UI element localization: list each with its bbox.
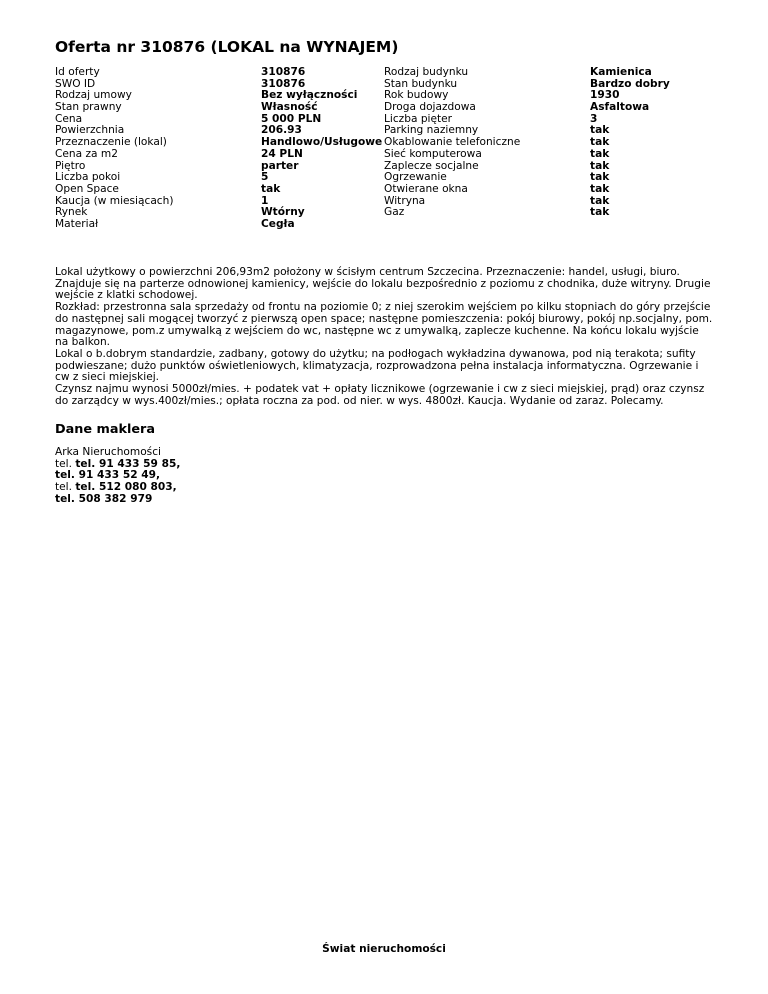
details-left-values	[261, 67, 382, 231]
details-right-values	[590, 67, 670, 219]
detail-label: Cena	[55, 112, 83, 125]
detail-label: Materiał	[55, 217, 99, 230]
agent-phone: tel. 91 433 59 85,	[75, 457, 181, 470]
page-title: Oferta nr 310876 (LOKAL na WYNAJEM)	[55, 38, 399, 56]
detail-label: Parking naziemny	[384, 124, 479, 137]
agent-company: Arka Nieruchomości	[55, 446, 161, 458]
detail-value: tak	[590, 182, 610, 195]
detail-value: tak	[590, 206, 610, 219]
detail-label: Okablowanie telefoniczne	[384, 136, 521, 149]
offer-description	[55, 267, 715, 407]
details-left-labels	[55, 67, 173, 231]
detail-value: Kamienica	[590, 66, 652, 78]
agent-phone: tel. 512 080 803,	[75, 481, 177, 494]
detail-value: 310876	[261, 77, 306, 90]
description-paragraph: Rozkład: przestronna sala sprzedaży od frontu na poziomie 0; z niej szerokim wejściem po kilku stopniach do góry przejście do następnej sali mogącej tworzyć z pierwszą open space; następne pomieszczenia: pokój biurowy, pokój np.socjalny, pom. magazynowe, pom.z umywalką z wejściem do wc, następne wc z umywalką, zaplecze kuchenne. Na końcu lokalu wyjście na balkon.	[55, 301, 713, 349]
detail-label: Open Space	[55, 182, 119, 195]
detail-value: 1	[261, 194, 269, 207]
detail-label: Stan prawny	[55, 101, 122, 114]
detail-label: Cena za m2	[55, 147, 118, 160]
agent-phone: tel. 91 433 52 49,	[55, 469, 161, 482]
detail-label: Ogrzewanie	[384, 171, 447, 184]
detail-label: Id oferty	[55, 66, 100, 78]
detail-value: 3	[590, 112, 598, 125]
footer-brand: Świat nieruchomości	[322, 943, 446, 955]
detail-label: Rok budowy	[384, 89, 449, 102]
detail-label: Powierzchnia	[55, 124, 125, 137]
detail-label: Witryna	[384, 194, 426, 207]
detail-value: 1930	[590, 89, 620, 102]
details-right-labels	[384, 67, 520, 219]
detail-value: Handlowo/Usługowe	[261, 136, 383, 149]
detail-label: Rodzaj budynku	[384, 66, 469, 78]
detail-value: tak	[261, 182, 281, 195]
description-paragraph: Lokal użytkowy o powierzchni 206,93m2 położony w ścisłym centrum Szczecina. Przeznaczenie: handel, usługi, biuro. Znajduje się na parterze odnowionej kamienicy, wejście do lokalu bezpośrednio z poziomu z chodnika, duże witryny. Drugie wejście z klatki schodowej.	[55, 266, 711, 302]
detail-value: parter	[261, 159, 299, 172]
detail-value: tak	[590, 124, 610, 137]
description-paragraph: Lokal o b.dobrym standardzie, zadbany, gotowy do użytku; na podłogach wykładzina dywanowa, pod nią terakota; sufity podwieszane; dużo punktów oświetleniowych, klimatyzacja, rozprowadzona pełna instalacja informatyczna. Ogrzewanie i cw z sieci miejskiej.	[55, 347, 699, 384]
detail-value: Bardzo dobry	[590, 77, 670, 90]
detail-label: Rynek	[55, 206, 88, 219]
detail-label: Droga dojazdowa	[384, 101, 476, 114]
detail-value: 310876	[261, 66, 306, 78]
detail-value: 206.93	[261, 124, 302, 137]
detail-value: 5 000 PLN	[261, 112, 322, 125]
detail-label: Liczba pięter	[384, 112, 453, 125]
detail-value: tak	[590, 171, 610, 184]
detail-value: Cegła	[261, 217, 295, 230]
tel-prefix: tel.	[55, 457, 72, 470]
detail-label: Piętro	[55, 159, 86, 172]
detail-value: 5	[261, 171, 269, 184]
detail-value: Asfaltowa	[590, 101, 650, 114]
agent-contact	[55, 447, 180, 505]
detail-value: Bez wyłączności	[261, 89, 358, 102]
detail-label: Kaucja (w miesiącach)	[55, 194, 174, 207]
agent-phone: tel. 508 382 979	[55, 492, 153, 505]
detail-value: tak	[590, 147, 610, 160]
detail-label: Zaplecze socjalne	[384, 159, 479, 172]
detail-label: SWO ID	[55, 77, 96, 90]
agent-phone-line	[55, 494, 180, 506]
detail-label: Stan budynku	[384, 77, 458, 90]
detail-label: Otwierane okna	[384, 182, 468, 195]
detail-label: Sieć komputerowa	[384, 147, 482, 160]
detail-label: Rodzaj umowy	[55, 89, 132, 102]
detail-value: Własność	[261, 101, 318, 114]
detail-label: Gaz	[384, 206, 405, 219]
detail-value: tak	[590, 136, 610, 149]
agent-heading: Dane maklera	[55, 422, 155, 437]
detail-value: tak	[590, 194, 610, 207]
description-paragraph: Czynsz najmu wynosi 5000zł/mies. + podatek vat + opłaty licznikowe (ogrzewanie i cw z sieci miejskiej, prąd) oraz czynsz do zarządcy w wys.400zł/mies.; opłata roczna za pod. od nier. w wys. 4800zł. Kaucja. Wydanie od zaraz. Polecamy.	[55, 383, 705, 407]
detail-label: Przeznaczenie (lokal)	[55, 136, 167, 149]
tel-prefix: tel.	[55, 481, 72, 494]
detail-value: Wtórny	[261, 206, 305, 219]
detail-label: Liczba pokoi	[55, 171, 121, 184]
detail-value: 24 PLN	[261, 147, 303, 160]
detail-value: tak	[590, 159, 610, 172]
